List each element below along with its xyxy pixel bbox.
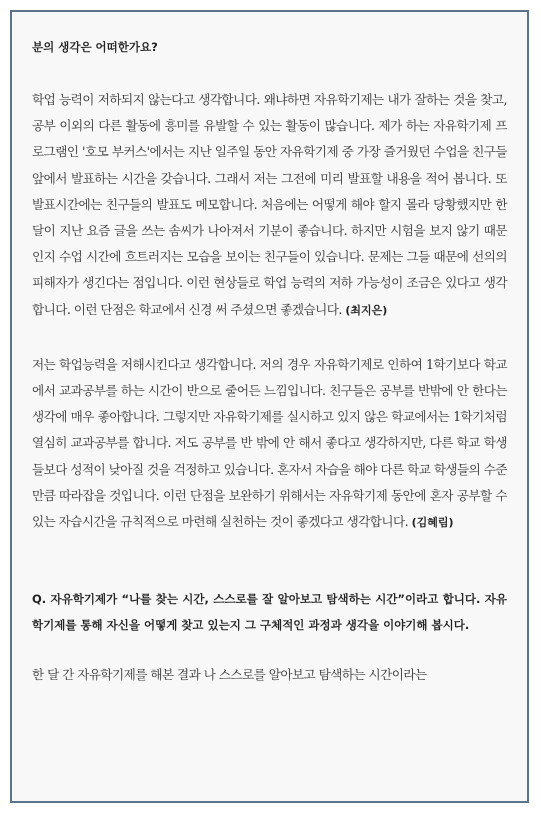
question-heading-1: 분의 생각은 어떠한가요? xyxy=(32,40,158,54)
article-content xyxy=(12,12,527,688)
answer-text-1: 학업 능력이 저하되지 않는다고 생각합니다. 왜냐하면 자유학기제는 내가 잘하는 것을 찾고, 공부 이외의 다른 활동에 흥미를 유발할 수 있는 활동이 많습니다. 제가 하는 자유학기제 프로그램인 '호모 부커스'에서는 지난 일주일 동안 자유학기제 중 가장 즐거웠던 수업을 친구들 앞에서 발표하는 시간을 갖습니다. 그래서 저는 그전에 미리 발표할 내용을 적어 봅니다. 또 발표시간에는 친구들의 발표도 메모합니다. 처음에는 어떻게 해야 할지 몰라 당황했지만 한 달이 지난 요즘 글을 쓰는 솜씨가 나아져서 기분이 좋습니다. 하지만 시험을 보지 않기 때문인지 수업 시간에 흐트러지는 모습을 보이는 친구들이 있습니다. 문제는 그들 때문에 선의의 피해자가 생긴다는 점입니다. 이런 현상들로 학업 능력의 저하 가능성이 조금은 있다고 생각합니다. 이런 단점은 학교에서 신경 써 주셨으면 좋겠습니다. xyxy=(32,92,507,317)
article-frame xyxy=(10,10,529,803)
answer-paragraph-2 xyxy=(32,352,507,536)
author-name-2: (김혜림) xyxy=(411,516,454,530)
author-name-1: (최지은) xyxy=(345,303,388,317)
answer-paragraph-1 xyxy=(32,87,507,324)
answer-text-2: 저는 학업능력을 저해시킨다고 생각합니다. 저의 경우 자유학기제로 인하여 1학기보다 학교에서 교과공부를 하는 시간이 반으로 줄어든 느낌입니다. 친구들은 공부를 반밖에 안 한다는 생각에 매우 좋아합니다. 그렇지만 자유학기제를 실시하고 있지 않은 학교에서는 1학기처럼 열심히 교과공부를 합니다. 저도 공부를 반 밖에 안 해서 좋다고 생각하지만, 다른 학교 학생들보다 성적이 낮아질 것을 걱정하고 있습니다. 혼자서 자습을 해야 다른 학교 학생들의 수준만큼 따라잡을 것입니다. 이런 단점을 보완하기 위해서는 자유학기제 동안에 혼자 공부할 수 있는 자습시간을 규칙적으로 마련해 실천하는 것이 좋겠다고 생각합니다. xyxy=(32,356,507,530)
question-heading-2: Q. 자유학기제가 “나를 찾는 시간, 스스로를 잘 알아보고 탐색하는 시간”이라고 합니다. 자유학기제를 통해 자신을 어떻게 찾고 있는지 그 구체적인 과정과 생각을 이야기해 봅시다. xyxy=(32,592,507,633)
answer-paragraph-3: 한 달 간 자유학기제를 해본 결과 나 스스로를 알아보고 탐색하는 시간이라는 xyxy=(32,667,427,683)
